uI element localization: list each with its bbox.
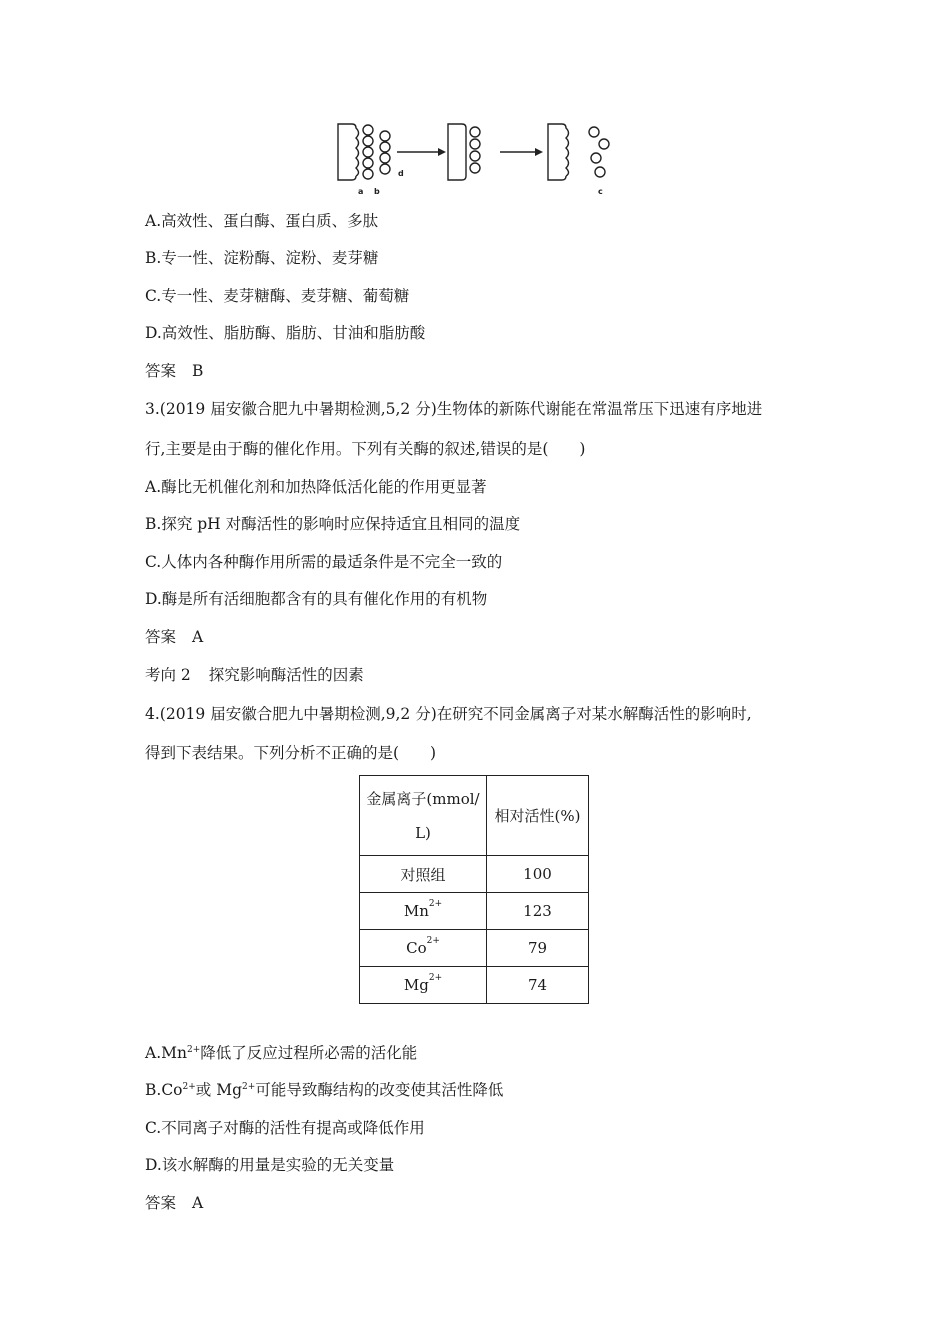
label-d: d — [398, 169, 404, 178]
activity-cell: 100 — [487, 856, 589, 893]
activity-cell: 74 — [487, 967, 589, 1004]
enzyme-a-shape — [338, 124, 356, 180]
answer-value: A — [192, 1194, 204, 1212]
option-text: 降低了反应过程所必需的活化能 — [200, 1044, 418, 1062]
table-row — [360, 967, 589, 1004]
ion-name: 对照组 — [400, 865, 446, 884]
table-header-row — [360, 776, 589, 856]
label-a: a — [358, 187, 364, 196]
activity-cell: 123 — [487, 893, 589, 930]
q4-stem-line1: 4.(2019 届安徽合肥九中暑期检测,9,2 分)在研究不同金属离子对某水解酶活性的影响时, — [145, 705, 752, 723]
q3-stem-line2: 行,主要是由于酶的催化作用。下列有关酶的叙述,错误的是( ) — [145, 440, 586, 458]
results-table — [359, 775, 589, 1004]
q4-option-b — [145, 1079, 503, 1101]
table-header-ion — [360, 776, 487, 856]
ion-cell — [360, 967, 487, 1004]
table-row — [360, 893, 589, 930]
enzyme-diagram — [330, 118, 630, 198]
ion-charge: 2+ — [186, 1045, 201, 1055]
topic-label: 考向 2 — [145, 666, 191, 684]
option-text: B.Co — [145, 1081, 183, 1099]
ion-charge: 2+ — [426, 936, 440, 946]
q3-answer — [145, 626, 203, 648]
q3-option-a: A.酶比无机催化剂和加热降低活化能的作用更显著 — [145, 478, 487, 496]
q4-option-a — [145, 1042, 417, 1064]
ion-cell — [360, 856, 487, 893]
q3-option-c: C.人体内各种酶作用所需的最适条件是不完全一致的 — [145, 553, 503, 571]
label-c: c — [598, 187, 603, 196]
ion-charge: 2+ — [428, 899, 443, 909]
ion-charge: 2+ — [242, 1082, 256, 1092]
ion-cell — [360, 930, 487, 967]
ion-name: Co — [406, 939, 427, 957]
answer-value: A — [192, 628, 204, 646]
option-text: 或 Mg — [195, 1081, 243, 1099]
answer-value: B — [192, 362, 204, 380]
topic-title: 探究影响酶活性的因素 — [208, 666, 364, 684]
label-b: b — [374, 187, 380, 196]
q4-stem-line2: 得到下表结果。下列分析不正确的是( ) — [145, 744, 437, 762]
ion-cell — [360, 893, 487, 930]
q2-option-c: C.专一性、麦芽糖酶、麦芽糖、葡萄糖 — [145, 287, 410, 305]
ion-charge: 2+ — [428, 973, 443, 983]
header-ion-line1: 金属离子(mmol/ — [366, 789, 480, 808]
q4-option-d: D.该水解酶的用量是实验的无关变量 — [145, 1156, 395, 1174]
q4-option-c: C.不同离子对酶的活性有提高或降低作用 — [145, 1119, 425, 1137]
q3-stem-line1: 3.(2019 届安徽合肥九中暑期检测,5,2 分)生物体的新陈代谢能在常温常压下迅速有序地进 — [145, 400, 763, 418]
header-ion-line2: L) — [415, 823, 431, 842]
q4-answer — [145, 1192, 203, 1214]
activity-cell: 79 — [487, 930, 589, 967]
q3-option-d: D.酶是所有活细胞都含有的具有催化作用的有机物 — [145, 590, 488, 608]
answer-label: 答案 — [145, 362, 177, 380]
table-header-activity: 相对活性(%) — [487, 776, 589, 856]
q2-option-b: B.专一性、淀粉酶、淀粉、麦芽糖 — [145, 249, 379, 267]
topic-heading — [145, 664, 364, 686]
answer-label: 答案 — [145, 1194, 177, 1212]
option-text: 可能导致酶结构的改变使其活性降低 — [255, 1081, 504, 1099]
q2-answer — [145, 360, 203, 382]
ion-name: Mg — [403, 976, 429, 994]
ion-charge: 2+ — [182, 1082, 196, 1092]
option-text: A.Mn — [145, 1044, 187, 1062]
q3-option-b: B.探究 pH 对酶活性的影响时应保持适宜且相同的温度 — [145, 515, 521, 533]
q2-option-a: A.高效性、蛋白酶、蛋白质、多肽 — [145, 212, 379, 230]
table-row — [360, 930, 589, 967]
ion-name: Mn — [403, 902, 429, 920]
q2-option-d: D.高效性、脂肪酶、脂肪、甘油和脂肪酸 — [145, 324, 426, 342]
table-row — [360, 856, 589, 893]
answer-label: 答案 — [145, 628, 177, 646]
